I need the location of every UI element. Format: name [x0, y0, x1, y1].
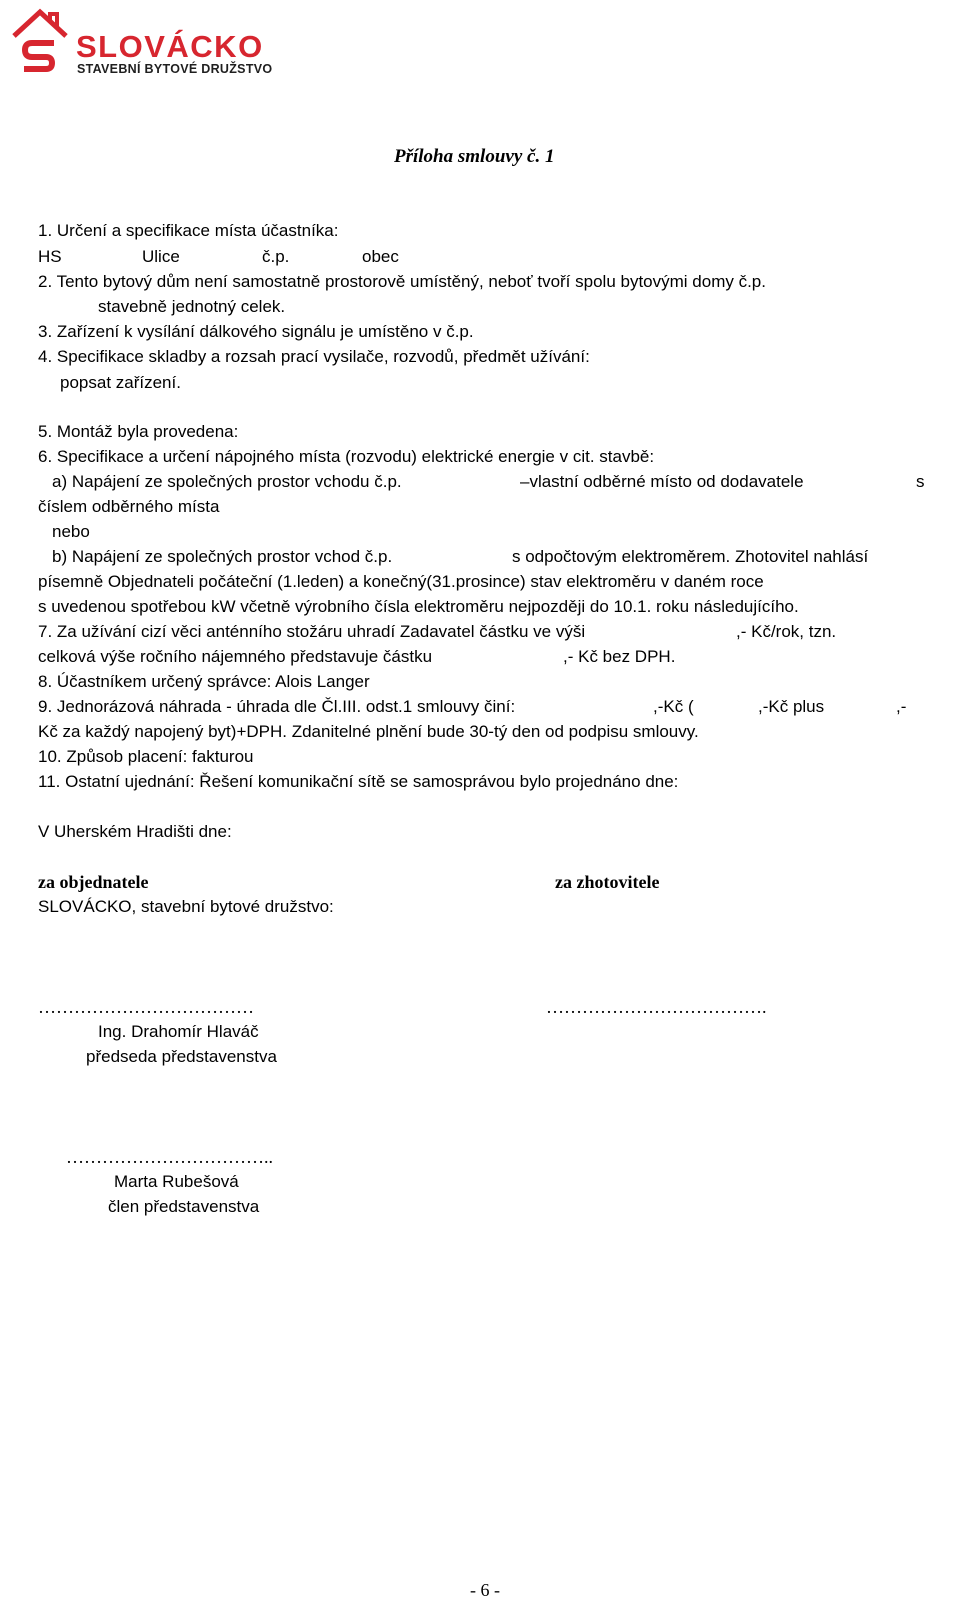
section-6b-text: b) Napájení ze společných prostor vchod č.p. [52, 547, 393, 566]
field-municipality-label: obec [362, 247, 399, 266]
house-s-logo-icon [10, 6, 70, 76]
section-7-line-2-end: ,- Kč bez DPH. [563, 647, 676, 666]
company-logo [10, 6, 300, 78]
section-6a-text: a) Napájení ze společných prostor vchodu č.p. [52, 472, 402, 491]
section-1-heading: 1. Určení a specifikace místa účastníka: [38, 221, 339, 240]
signer-1-name: Ing. Drahomír Hlaváč [98, 1022, 259, 1041]
section-9-part-a: ,-Kč ( [653, 697, 694, 716]
section-9-text: 9. Jednorázová náhrada - úhrada dle Čl.III. odst.1 smlouvy činí: [38, 697, 516, 716]
section-9-line-2: Kč za každý napojený byt)+DPH. Zdanitelné plnění bude 30-tý den od podpisu smlouvy. [38, 722, 699, 741]
section-7-line-2: celková výše ročního nájemného představuje částku [38, 647, 433, 666]
section-6-text: 6. Specifikace a určení nápojného místa (rozvodu) elektrické energie v cit. stavbě: [38, 447, 655, 466]
field-cp-label: č.p. [262, 247, 290, 266]
section-11-text: 11. Ostatní ujednání: Řešení komunikační sítě se samosprávou bylo projednáno dne: [38, 772, 679, 791]
section-5-text: 5. Montáž byla provedena: [38, 422, 239, 441]
section-9-part-c: ,- [896, 697, 907, 716]
section-2-text: 2. Tento bytový dům není samostatně prostorově umístěný, neboť tvoří spolu bytovými domy č.p. [38, 272, 766, 291]
field-hs-label: HS [38, 247, 62, 266]
signature-line-second: …………………………….. [66, 1147, 273, 1167]
section-6b-line-3: s uvedenou spotřebou kW včetně výrobního čísla elektroměru nejpozději do 10.1. roku následujícího. [38, 597, 799, 616]
page-number: - 6 - [470, 1580, 500, 1600]
section-9-part-b: ,-Kč plus [758, 697, 825, 716]
section-6a-middle: –vlastní odběrné místo od dodavatele [520, 472, 804, 491]
signature-line-right: ………………………………. [546, 997, 767, 1017]
signer-2-role: člen představenstva [108, 1197, 260, 1216]
place-date-line: V Uherském Hradišti dne: [38, 822, 232, 841]
section-4-continuation: popsat zařízení. [60, 373, 181, 392]
field-street-label: Ulice [142, 247, 180, 266]
section-8-text: 8. Účastníkem určený správce: Alois Langer [38, 672, 370, 691]
section-7-end: ,- Kč/rok, tzn. [736, 622, 837, 641]
section-6b-middle: s odpočtovým elektroměrem. Zhotovitel nahlásí [512, 547, 869, 566]
logo-brand-name: SLOVÁCKO [76, 29, 264, 64]
signer-2-name: Marta Rubešová [114, 1172, 239, 1191]
customer-signature-heading: za objednatele [38, 872, 149, 892]
section-6a-end: s [916, 472, 925, 491]
section-2-continuation: stavebně jednotný celek. [98, 297, 286, 316]
document-title: Příloha smlouvy č. 1 [394, 146, 555, 167]
logo-subtitle: STAVEBNÍ BYTOVÉ DRUŽSTVO [77, 62, 273, 76]
section-6b-line-2: písemně Objednateli počáteční (1.leden) a konečný(31.prosince) stav elektroměru v daném roce [38, 572, 764, 591]
contractor-signature-heading: za zhotovitele [555, 872, 660, 892]
section-6-or: nebo [52, 522, 90, 541]
signature-line-left: ……………………………… [38, 997, 254, 1017]
section-4-text: 4. Specifikace skladby a rozsah prací vysilače, rozvodů, předmět užívání: [38, 347, 590, 366]
section-3-text: 3. Zařízení k vysílání dálkového signálu je umístěno v č.p. [38, 322, 474, 341]
section-6a-continuation: číslem odběrného místa [38, 497, 220, 516]
section-10-text: 10. Způsob placení: fakturou [38, 747, 254, 766]
signer-1-role: předseda představenstva [86, 1047, 277, 1066]
section-7-text: 7. Za užívání cizí věci anténního stožáru uhradí Zadavatel částku ve výši [38, 622, 586, 641]
customer-organization: SLOVÁCKO, stavební bytové družstvo: [38, 897, 334, 916]
